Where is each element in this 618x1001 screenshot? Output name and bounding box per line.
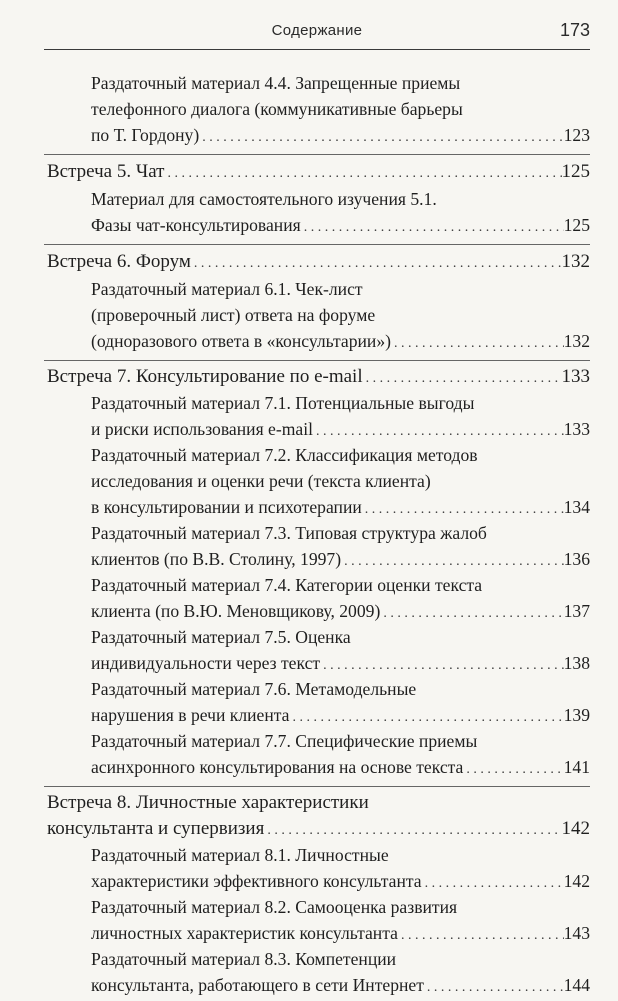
toc-entry-line: Раздаточный материал 7.6. Метамодельные (91, 679, 417, 699)
toc-entry-last-line: и риски использования e-mail . . . 133 (91, 416, 590, 442)
toc-page-number: 142 (563, 871, 590, 891)
toc-entry-last-line: в консультировании и психотерапии . . . 134 (91, 494, 590, 520)
toc-entry-line: Раздаточный материал 7.3. Типовая структура жалоб (91, 523, 487, 543)
toc-entry-line: Раздаточный материал 8.2. Самооценка развития (91, 897, 458, 917)
toc-section-heading-last-line: консультанта и супервизия . . . 142 (47, 816, 590, 842)
toc-entry-line: Раздаточный материал 7.2. Классификация методов (91, 445, 478, 465)
dot-leader (264, 818, 561, 844)
running-title: Содержание (271, 22, 363, 39)
toc-page-number: 142 (561, 818, 590, 839)
section-divider (44, 244, 590, 245)
dot-leader (391, 331, 564, 357)
toc-section-heading: Встреча 7. Консультирование по e-mail . . . 133 (47, 364, 590, 390)
toc-entry-last-line: клиентов (по В.В. Столину, 1997) . . . 136 (91, 546, 590, 572)
dot-leader (424, 975, 564, 1001)
toc-page-number: 144 (563, 975, 590, 995)
toc-entry-line: Раздаточный материал 7.5. Оценка (91, 627, 351, 647)
toc-section-heading: Встреча 5. Чат . . . 125 (47, 159, 590, 185)
toc-entry-line: Раздаточный материал 8.1. Личностные (91, 845, 389, 865)
toc-entry-line: Раздаточный материал 7.7. Специфические приемы (91, 731, 478, 751)
dot-leader (301, 215, 564, 241)
toc-entry-last-line: Фазы чат-консультирования . . . 125 (91, 212, 590, 238)
section-divider (44, 360, 590, 361)
toc-entry-line: телефонного диалога (коммуникативные барьеры (91, 99, 463, 119)
toc-entry-last-line: асинхронного консультирования на основе текста . . . 141 (91, 754, 590, 780)
toc-page-number: 141 (563, 757, 590, 777)
page-number: 173 (559, 20, 590, 40)
toc-entry-line: исследования и оценки речи (текста клиента) (91, 471, 431, 491)
section-divider (44, 154, 590, 155)
toc-page-number: 123 (563, 125, 590, 145)
toc-entry-line: Раздаточный материал 4.4. Запрещенные приемы (91, 73, 461, 93)
toc-entry-last-line: по Т. Гордону) . . . 123 (91, 122, 590, 148)
toc-page-number: 136 (563, 549, 590, 569)
toc-entry-last-line: характеристики эффективного консультанта . . . 142 (91, 868, 590, 894)
toc-section-heading: Встреча 8. Личностные характеристики (47, 792, 369, 813)
toc-page-number: 137 (563, 601, 590, 621)
toc-page-number: 139 (563, 705, 590, 725)
toc-entry-line: Раздаточный материал 7.1. Потенциальные выгоды (91, 393, 475, 413)
toc-section-heading: Встреча 6. Форум . . . 132 (47, 249, 590, 275)
dot-leader (191, 251, 562, 277)
dot-leader (363, 366, 562, 392)
toc-page-number: 134 (563, 497, 590, 517)
toc-page-number: 143 (563, 923, 590, 943)
toc-entry-line: Раздаточный материал 7.4. Категории оценки текста (91, 575, 483, 595)
toc-entry-last-line: индивидуальности через текст . . . 138 (91, 650, 590, 676)
dot-leader (164, 161, 561, 187)
dot-leader (199, 125, 563, 151)
toc-page-number: 138 (563, 653, 590, 673)
toc-page-number: 125 (561, 161, 590, 182)
toc-page-number: 132 (563, 331, 590, 351)
toc-entry-last-line: личностных характеристик консультанта . . . 143 (91, 920, 590, 946)
toc-page-number: 125 (563, 215, 590, 235)
toc-entry-line: Раздаточный материал 6.1. Чек-лист (91, 279, 363, 299)
toc-entry-last-line: нарушения в речи клиента . . . 139 (91, 702, 590, 728)
dot-leader (463, 757, 563, 783)
section-divider (44, 786, 590, 787)
toc-entry-line: Раздаточный материал 8.3. Компетенции (91, 949, 397, 969)
toc-entry-last-line: (одноразового ответа в «консультарии») . . . 132 (91, 328, 590, 354)
toc-entry-last-line: консультанта, работающего в сети Интернет . . . 144 (91, 972, 590, 998)
toc-page-number: 133 (561, 366, 590, 387)
toc-page-number: 133 (563, 419, 590, 439)
toc-entry-line: Материал для самостоятельного изучения 5.1. (91, 189, 437, 209)
toc-entry-last-line: клиента (по В.Ю. Меновщикову, 2009) . . . 137 (91, 598, 590, 624)
toc-page-number: 132 (561, 251, 590, 272)
toc-entry-line: (проверочный лист) ответа на форуме (91, 305, 376, 325)
